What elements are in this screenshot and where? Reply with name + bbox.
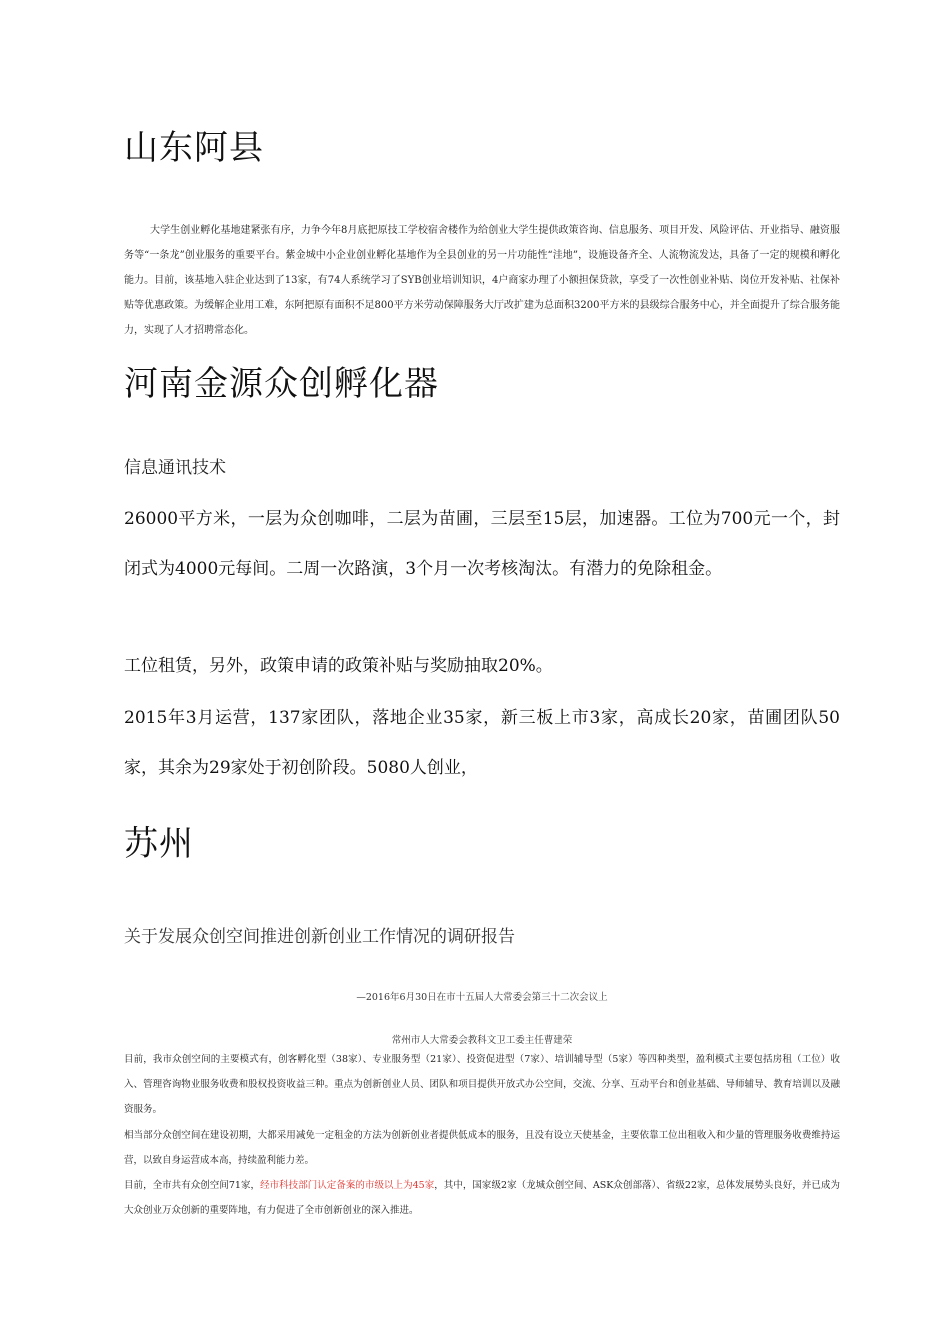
subtitle-henan: 信息通讯技术 [124, 458, 226, 478]
report-title: 关于发展众创空间推进创新创业工作情况的调研报告 [124, 927, 515, 947]
paragraph-suzhou-3-highlight: 经市科技部门认定备案的市级以上为45家 [260, 1180, 435, 1191]
paragraph-henan-3: 2015年3月运营，137家团队，落地企业35家，新三板上市3家，高成长20家，苗圃团队50家，其余为29家处于初创阶段。5080人创业， [124, 708, 840, 778]
paragraph-suzhou-2: 相当部分众创空间在建设初期，大都采用减免一定租金的方法为创新创业者提供低成本的服务，且没有设立天使基金，主要依靠工位出租收入和少量的管理服务收费维持运营，以致自身运营成本高，持续盈利能力差。 [124, 1130, 840, 1166]
report-author: 常州市人大常委会教科文卫工委主任曹建荣 [391, 1035, 573, 1046]
heading-shandong: 山东阿县 [124, 128, 264, 168]
heading-suzhou: 苏州 [124, 824, 194, 864]
paragraph-henan-1: 26000平方米，一层为众创咖啡，二层为苗圃，三层至15层，加速器。工位为700元一个，封闭式为4000元每间。二周一次路演，3个月一次考核淘汰。有潜力的免除租金。 [124, 509, 840, 579]
report-date: —2016年6月30日在市十五届人大常委会第三十二次会议上 [356, 992, 608, 1003]
paragraph-shandong-text: 大学生创业孵化基地建紧张有序，力争今年8月底把原技工学校宿舍楼作为给创业大学生提供政策咨询、信息服务、项目开发、风险评估、开业指导、融资服务等“一条龙”创业服务的重要平台。紫金城中小企业创业孵化基地作为全县创业的另一片功能性“洼地”，设施设备齐全、人流物流发达，具备了一定的规模和孵化能力。目前，该基地入驻企业达到了13家，有74人系统学习了SYB创业培训知识，4户商家办理了小额担保贷款，享受了一次性创业补贴、岗位开发补贴、社保补贴等优惠政策。为缓解企业用工难，东阿把原有面积不足800平方米劳动保障服务大厅改扩建为总面积3200平方米的县级综合服务中心，并全面提升了综合服务能力，实现了人才招聘常态化。 [124, 225, 840, 336]
paragraph-shandong [124, 218, 840, 343]
paragraph-suzhou-3 [124, 1173, 840, 1223]
paragraph-suzhou-1: 目前，我市众创空间的主要模式有，创客孵化型（38家）、专业服务型（21家）、投资促进型（7家）、培训辅导型（5家）等四种类型，盈利模式主要包括房租（工位）收入、管理咨询物业服务收费和股权投资收益三种。重点为创新创业人员、团队和项目提供开放式办公空间，交流、分享、互动平台和创业基础、导师辅导、教育培训以及融资服务。 [124, 1054, 840, 1115]
paragraph-henan-2: 工位租赁，另外，政策申请的政策补贴与奖励抽取20%。 [124, 656, 553, 676]
paragraph-suzhou-3-after: ，其中，国家级2家（龙城众创空间、ASK众创部落）、省级22家，总体发展势头良好，并已成为大众创业万众创新的重要阵地，有力促进了全市创新创业的深入推进。 [124, 1180, 840, 1216]
paragraph-suzhou-3-before: 目前，全市共有众创空间71家， [124, 1180, 261, 1191]
heading-henan: 河南金源众创孵化器 [124, 364, 439, 404]
